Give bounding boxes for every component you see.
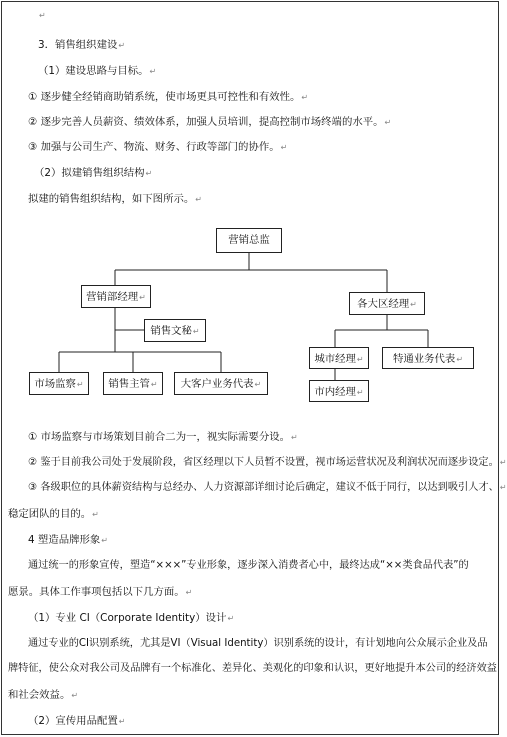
- section-4-para-2-line-3: 和社会效益。↵: [8, 689, 79, 701]
- org-node-marketing-dept-manager: 营销部经理↵: [81, 285, 151, 308]
- org-node-marketing-director: 营销总监: [216, 228, 282, 253]
- section-3-item-1: ① 逐步健全经销商助销系统，使市场更具可控性和有效性。↵: [28, 91, 309, 103]
- note-1: ① 市场监察与市场策划目前合二为一，视实际需要分设。↵: [28, 431, 298, 443]
- org-node-channel-rep: 特通业务代表↵: [382, 347, 474, 369]
- section-4-para-2-line-2: 牌特征，使公众对我公司及品牌有一个标准化、差异化、美观化的印象和认识，更好地提升本公司的经济效益: [8, 663, 497, 674]
- org-node-market-supervisor: 市场监察↵: [29, 372, 89, 395]
- org-node-district-manager: 市内经理↵: [309, 380, 369, 402]
- section-3-heading: 3．销售组织建设↵: [38, 39, 126, 51]
- org-node-regional-manager: 各大区经理↵: [349, 292, 425, 315]
- section-3-item-3: ③ 加强与公司生产、物流、财务、行政等部门的协作。↵: [28, 141, 288, 153]
- org-node-sales-director: 销售主管↵: [103, 372, 163, 395]
- empty-line: ↵: [39, 11, 46, 20]
- section-4-sub-1: （1）专业 CI（Corporate Identity）设计↵: [28, 612, 235, 624]
- note-3-line-1: ③ 各级职位的具体薪资结构与总经办、人力资源部详细讨论后确定，建议不低于同行，以达到吸引人才、↵: [28, 482, 507, 493]
- org-node-city-manager: 城市经理↵: [309, 347, 369, 369]
- org-node-sales-secretary: 销售文秘↵: [144, 319, 206, 342]
- document-page: [1, 1, 507, 735]
- section-3-intro: 拟建的销售组织结构，如下图所示。↵: [28, 193, 202, 205]
- section-4-para-1-line-2: 愿景。具体工作事项包括以下几方面。↵: [8, 586, 193, 598]
- section-3-sub-1: （1）建设思路与目标。↵: [38, 65, 157, 77]
- note-3-line-2: 稳定团队的目的。↵: [8, 508, 99, 520]
- org-node-key-account-rep: 大客户业务代表↵: [174, 372, 268, 395]
- section-4-heading: 4 塑造品牌形象↵: [28, 534, 108, 546]
- section-3-item-2: ② 逐步完善人员薪资、绩效体系，加强人员培训，提高控制市场终端的水平。↵: [28, 116, 392, 128]
- note-2: ② 鉴于目前我公司处于发展阶段，省区经理以下人员暂不设置，视市场运营状况及利润状况而逐步设定。↵: [28, 457, 507, 468]
- section-4-para-1-line-1: 通过统一的形象宣传，塑造“×××”专业形象，逐步深入消费者心中，最终达成“××类食品代表”的: [28, 560, 469, 571]
- section-4-sub-2: （2）宣传用品配置↵: [28, 715, 126, 727]
- section-4-para-2-line-1: 通过专业的CI识别系统，尤其是VI（Visual Identity）识别系统的设计，有计划地向公众展示企业及品: [28, 638, 488, 649]
- section-3-sub-2: （2）拟建销售组织结构↵: [34, 167, 153, 179]
